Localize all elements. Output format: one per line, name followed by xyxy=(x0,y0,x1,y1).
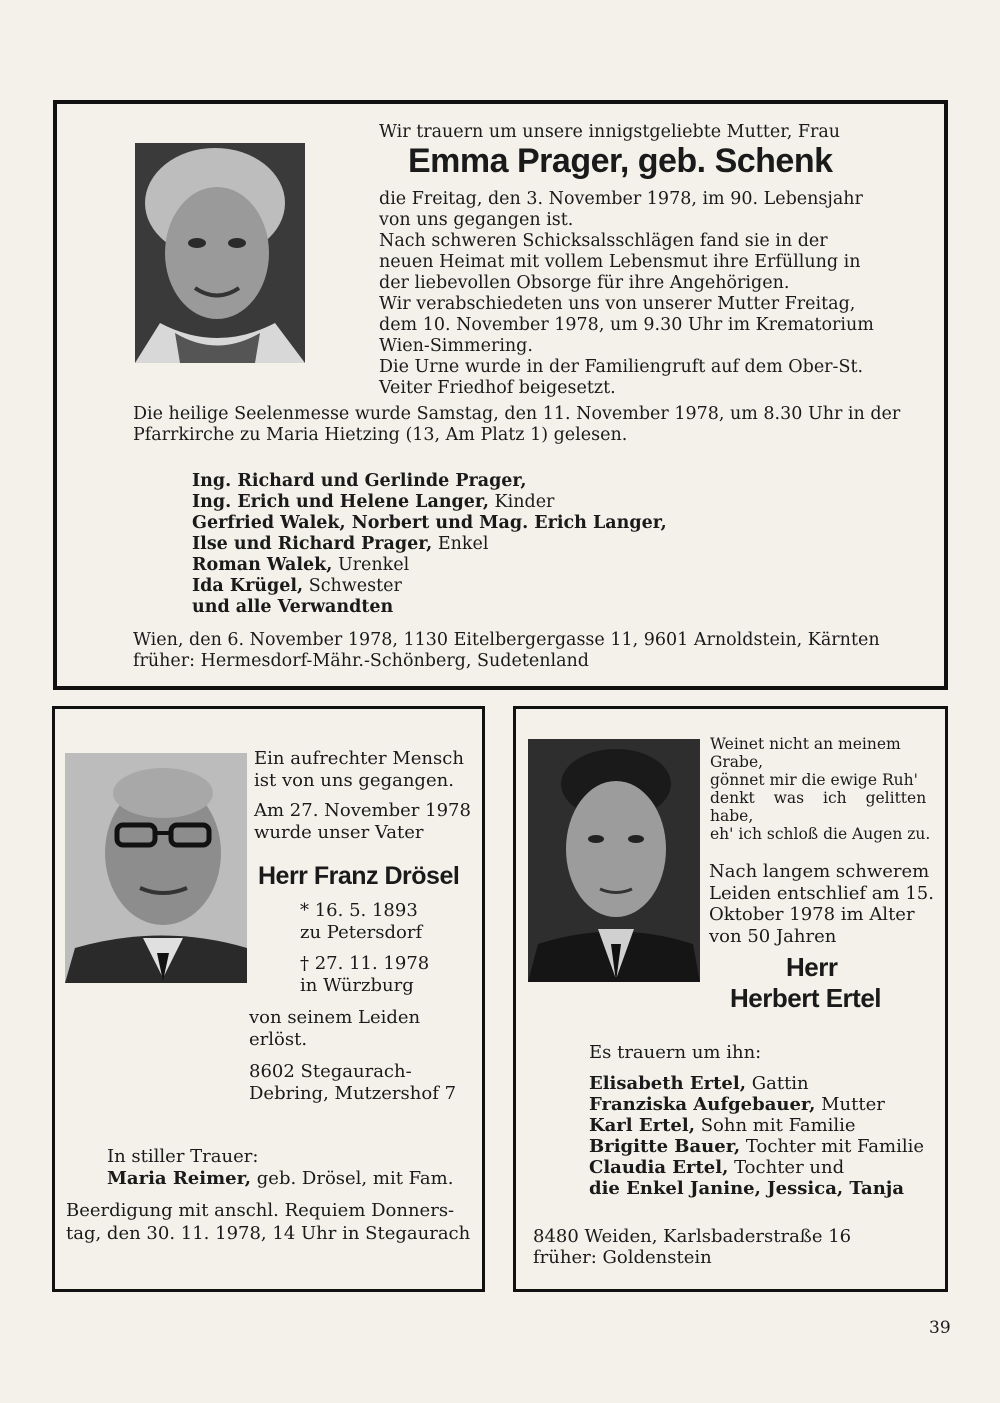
mourner-role: Sohn mit Familie xyxy=(700,1115,856,1136)
notice2-death xyxy=(300,953,429,997)
notice2-address-line: 8602 Stegaurach- xyxy=(249,1061,412,1082)
mourner-name: und alle Verwandten xyxy=(192,597,394,617)
mourner-role: Tochter und xyxy=(734,1157,845,1178)
notice3-body xyxy=(709,861,934,947)
mourner-line xyxy=(192,597,667,618)
mourner-line xyxy=(589,1115,924,1136)
notice2-relief-line: von seinem Leiden xyxy=(249,1007,421,1028)
portrait-photo-emma-prager xyxy=(135,143,305,363)
notice2-intro-line: wurde unser Vater xyxy=(254,822,424,843)
mourner-line xyxy=(589,1178,924,1199)
mourner-line xyxy=(192,513,667,534)
notice2-funeral-line: tag, den 30. 11. 1978, 14 Uhr in Stegaurach xyxy=(66,1223,471,1244)
mourner-name: Ilse und Richard Prager, xyxy=(192,534,433,554)
notice1-mass-line: Pfarrkirche zu Maria Hietzing (13, Am Platz 1) gelesen. xyxy=(133,425,628,445)
mourner-name: Gerfried Walek, Norbert und Mag. Erich Langer, xyxy=(192,513,667,533)
mourner-role: Schwester xyxy=(308,576,402,596)
mourner-name: Brigitte Bauer, xyxy=(589,1136,741,1157)
page-number: 39 xyxy=(929,1318,951,1338)
notice2-mourner xyxy=(107,1168,453,1189)
notice1-mass xyxy=(133,404,900,446)
notice3-poem-line: denkt was ich gelitten xyxy=(710,789,927,807)
mourner-name: Ida Krügel, xyxy=(192,576,304,596)
notice2-trauer-label: In stiller Trauer: xyxy=(107,1146,259,1167)
notice1-body-line: neuen Heimat mit vollem Lebensmut ihre Erfüllung in xyxy=(379,252,861,272)
mourner-name: Ing. Richard und Gerlinde Prager, xyxy=(192,471,527,491)
notice2-intro-line: ist von uns gegangen. xyxy=(254,770,454,791)
notice1-body-line: Veiter Friedhof beigesetzt. xyxy=(379,378,616,398)
mourner-role: Urenkel xyxy=(337,555,410,575)
portrait-photo-franz-droesel xyxy=(65,753,247,983)
notice1-body-line: Nach schweren Schicksalsschlägen fand sie in der xyxy=(379,231,828,251)
portrait-photo-herbert-ertel xyxy=(528,739,700,982)
mourner-name: die Enkel Janine, Jessica, Tanja xyxy=(589,1178,904,1199)
notice3-poem-line: habe, xyxy=(710,807,754,825)
mourner-role: Mutter xyxy=(821,1094,885,1115)
mourner-line xyxy=(192,534,667,555)
mourner-name: Elisabeth Ertel, xyxy=(589,1073,746,1094)
mourner-role: Gattin xyxy=(751,1073,809,1094)
notice3-poem-line: Grabe, xyxy=(710,753,764,771)
mourner-name: Ing. Erich und Helene Langer, xyxy=(192,492,489,512)
notice2-birth xyxy=(300,900,422,944)
notice2-intro-line: Am 27. November 1978 xyxy=(254,800,471,821)
mourner-role: Kinder xyxy=(494,492,555,512)
notice2-birth-line: zu Petersdorf xyxy=(300,922,423,943)
notice3-deceased-name: Herbert Ertel xyxy=(730,983,881,1013)
notice2-death-line: † 27. 11. 1978 xyxy=(300,953,430,974)
notice2-relief-line: erlöst. xyxy=(249,1029,308,1050)
notice3-body-line: Leiden entschlief am 15. xyxy=(709,882,934,904)
notice3-address xyxy=(533,1226,851,1268)
notice2-relief xyxy=(249,1007,420,1051)
notice1-intro: Wir trauern um unsere innigstgeliebte Mutter, Frau xyxy=(379,122,841,142)
notice1-body xyxy=(379,189,874,399)
notice3-poem xyxy=(710,735,930,843)
notice2-intro xyxy=(254,748,471,844)
notice2-deceased-name: Herr Franz Drösel xyxy=(258,862,460,890)
mourner-role: geb. Drösel, mit Fam. xyxy=(256,1168,454,1189)
mourner-line xyxy=(192,576,667,597)
mourner-line xyxy=(589,1094,924,1115)
mourner-line xyxy=(589,1073,924,1094)
notice1-body-line: von uns gegangen ist. xyxy=(379,210,574,230)
notice1-address-line: Wien, den 6. November 1978, 1130 Eitelbergergasse 11, 9601 Arnoldstein, Kärnten xyxy=(133,630,880,650)
notice2-address xyxy=(249,1061,456,1105)
notice3-poem-line: gönnet mir die ewige Ruh' xyxy=(710,771,918,789)
notice1-body-line: der liebevollen Obsorge für ihre Angehörigen. xyxy=(379,273,790,293)
notice1-body-line: die Freitag, den 3. November 1978, im 90. Lebensjahr xyxy=(379,189,863,209)
notice3-trauer-label: Es trauern um ihn: xyxy=(589,1042,762,1063)
notice1-deceased-name: Emma Prager, geb. Schenk xyxy=(408,142,833,180)
notice3-body-line: von 50 Jahren xyxy=(709,925,837,947)
notice3-body-line: Nach langem schwerem xyxy=(709,861,930,882)
notice3-title-herr: Herr xyxy=(786,952,838,982)
mourner-line xyxy=(192,555,667,576)
notice3-address-line: früher: Goldenstein xyxy=(533,1247,712,1268)
mourner-line xyxy=(192,492,667,513)
mourner-role: Enkel xyxy=(437,534,489,554)
mourner-name: Franziska Aufgebauer, xyxy=(589,1094,816,1115)
notice2-funeral xyxy=(66,1199,470,1245)
notice2-birth-line: * 16. 5. 1893 xyxy=(300,900,418,921)
notice3-body-line: Oktober 1978 im Alter xyxy=(709,904,915,925)
notice3-poem-line: Weinet nicht an meinem xyxy=(710,735,901,753)
notice1-body-line: Wien-Simmering. xyxy=(379,336,533,356)
notice3-mourners xyxy=(589,1073,924,1199)
mourner-line xyxy=(589,1136,924,1157)
mourner-name: Claudia Ertel, xyxy=(589,1157,729,1178)
notice3-poem-line: eh' ich schloß die Augen zu. xyxy=(710,825,931,843)
notice3-address-line: 8480 Weiden, Karlsbaderstraße 16 xyxy=(533,1226,852,1247)
mourner-name: Maria Reimer, xyxy=(107,1168,252,1189)
notice1-body-line: dem 10. November 1978, um 9.30 Uhr im Krematorium xyxy=(379,315,874,335)
notice1-mass-line: Die heilige Seelenmesse wurde Samstag, den 11. November 1978, um 8.30 Uhr in der xyxy=(133,404,901,424)
notice1-address-line: früher: Hermesdorf-Mähr.-Schönberg, Sudetenland xyxy=(133,651,589,671)
notice1-body-line: Wir verabschiedeten uns von unserer Mutter Freitag, xyxy=(379,294,856,314)
notice1-address xyxy=(133,630,880,672)
notice2-address-line: Debring, Mutzershof 7 xyxy=(249,1083,457,1104)
mourner-line xyxy=(589,1157,924,1178)
mourner-name: Karl Ertel, xyxy=(589,1115,695,1136)
mourner-name: Roman Walek, xyxy=(192,555,333,575)
notice1-mourners xyxy=(192,471,667,618)
mourner-role: Tochter mit Familie xyxy=(745,1136,925,1157)
notice1-body-line: Die Urne wurde in der Familiengruft auf dem Ober-St. xyxy=(379,357,864,377)
notice2-death-line: in Würzburg xyxy=(300,975,414,996)
notice2-funeral-line: Beerdigung mit anschl. Requiem Donners- xyxy=(66,1200,455,1221)
mourner-line xyxy=(192,471,667,492)
notice2-intro-line: Ein aufrechter Mensch xyxy=(254,748,464,769)
